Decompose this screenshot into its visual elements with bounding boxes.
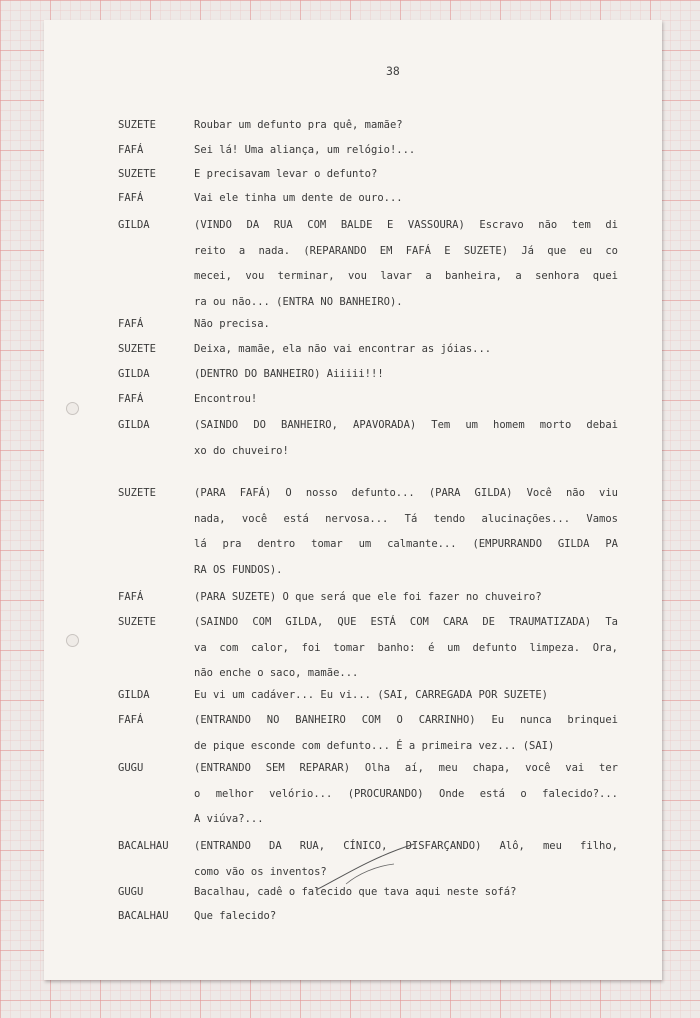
dialogue-line: xo do chuveiro! <box>194 444 289 457</box>
dialogue-line: Não precisa. <box>194 318 270 330</box>
punch-hole <box>66 634 79 647</box>
speaker-name: FAFÁ <box>118 714 144 726</box>
dialogue-line: RA OS FUNDOS). <box>194 563 283 576</box>
dialogue-line: ra ou não... (ENTRA NO BANHEIRO). <box>194 295 403 308</box>
speaker-name: GILDA <box>118 689 150 701</box>
speaker-name: FAFÁ <box>118 318 144 330</box>
pen-mark <box>310 838 420 898</box>
dialogue-line: (ENTRANDO DA RUA, CÍNICO, DISFARÇANDO) Alô, meu filho, <box>194 840 618 852</box>
speaker-name: SUZETE <box>118 119 156 131</box>
dialogue-line: E precisavam levar o defunto? <box>194 168 378 180</box>
punch-hole <box>66 402 79 415</box>
page-number: 38 <box>386 64 400 78</box>
speaker-name: BACALHAU <box>118 910 169 922</box>
speaker-name: FAFÁ <box>118 144 144 156</box>
speaker-name: GILDA <box>118 219 150 231</box>
dialogue-line: o melhor velório... (PROCURANDO) Onde está o falecido?... <box>194 787 618 800</box>
dialogue-line: (PARA FAFÁ) O nosso defunto... (PARA GILDA) Você não viu <box>194 487 618 499</box>
dialogue-line: nada, você está nervosa... Tá tendo alucinações... Vamos <box>194 512 618 525</box>
speaker-name: GUGU <box>118 886 144 898</box>
dialogue-line: lá pra dentro tomar um calmante... (EMPURRANDO GILDA PA <box>194 538 618 550</box>
speaker-name: GUGU <box>118 762 144 774</box>
speaker-name: SUZETE <box>118 343 156 355</box>
dialogue-line: (ENTRANDO NO BANHEIRO COM O CARRINHO) Eu nunca brinquei <box>194 714 618 726</box>
dialogue-line: de pique esconde com defunto... É a primeira vez... (SAI) <box>194 739 555 752</box>
dialogue-line: (SAINDO DO BANHEIRO, APAVORADA) Tem um homem morto debai <box>194 419 618 431</box>
speaker-name: SUZETE <box>118 487 156 499</box>
dialogue-line: (ENTRANDO SEM REPARAR) Olha aí, meu chapa, você vai ter <box>194 762 618 774</box>
dialogue-line: (SAINDO COM GILDA, QUE ESTÁ COM CARA DE TRAUMATIZADA) Ta <box>194 616 618 628</box>
dialogue-line: (PARA SUZETE) O que será que ele foi fazer no chuveiro? <box>194 591 542 603</box>
dialogue-line: como vão os inventos? <box>194 865 327 878</box>
dialogue-line: Deixa, mamãe, ela não vai encontrar as jóias... <box>194 343 492 355</box>
dialogue-line: Roubar um defunto pra quê, mamãe? <box>194 119 403 131</box>
speaker-name: GILDA <box>118 368 150 380</box>
speaker-name: FAFÁ <box>118 393 144 405</box>
dialogue-line: mecei, vou terminar, vou lavar a banheira, a senhora quei <box>194 270 618 282</box>
speaker-name: GILDA <box>118 419 150 431</box>
dialogue-line: (VINDO DA RUA COM BALDE E VASSOURA) Escravo não tem di <box>194 219 618 231</box>
dialogue-line: Encontrou! <box>194 393 258 405</box>
dialogue-line: Vai ele tinha um dente de ouro... <box>194 192 403 204</box>
dialogue-line: reito a nada. (REPARANDO EM FAFÁ E SUZETE) Já que eu co <box>194 244 618 257</box>
dialogue-line: (DENTRO DO BANHEIRO) Aiiiii!!! <box>194 368 384 380</box>
dialogue-line: va com calor, foi tomar banho: é um defunto limpeza. Ora, <box>194 641 618 654</box>
dialogue-line: Sei lá! Uma aliança, um relógio!... <box>194 144 416 156</box>
dialogue-line: não enche o saco, mamãe... <box>194 667 359 679</box>
speaker-name: BACALHAU <box>118 840 169 852</box>
speaker-name: FAFÁ <box>118 192 144 204</box>
speaker-name: SUZETE <box>118 168 156 180</box>
dialogue-line: Que falecido? <box>194 910 277 922</box>
speaker-name: FAFÁ <box>118 591 144 603</box>
dialogue-line: Bacalhau, cadê o falecido que tava aqui neste sofá? <box>194 886 517 898</box>
script-page <box>44 20 662 980</box>
dialogue-line: Eu vi um cadáver... Eu vi... (SAI, CARREGADA POR SUZETE) <box>194 689 549 701</box>
dialogue-line: A viúva?... <box>194 813 264 825</box>
speaker-name: SUZETE <box>118 616 156 628</box>
